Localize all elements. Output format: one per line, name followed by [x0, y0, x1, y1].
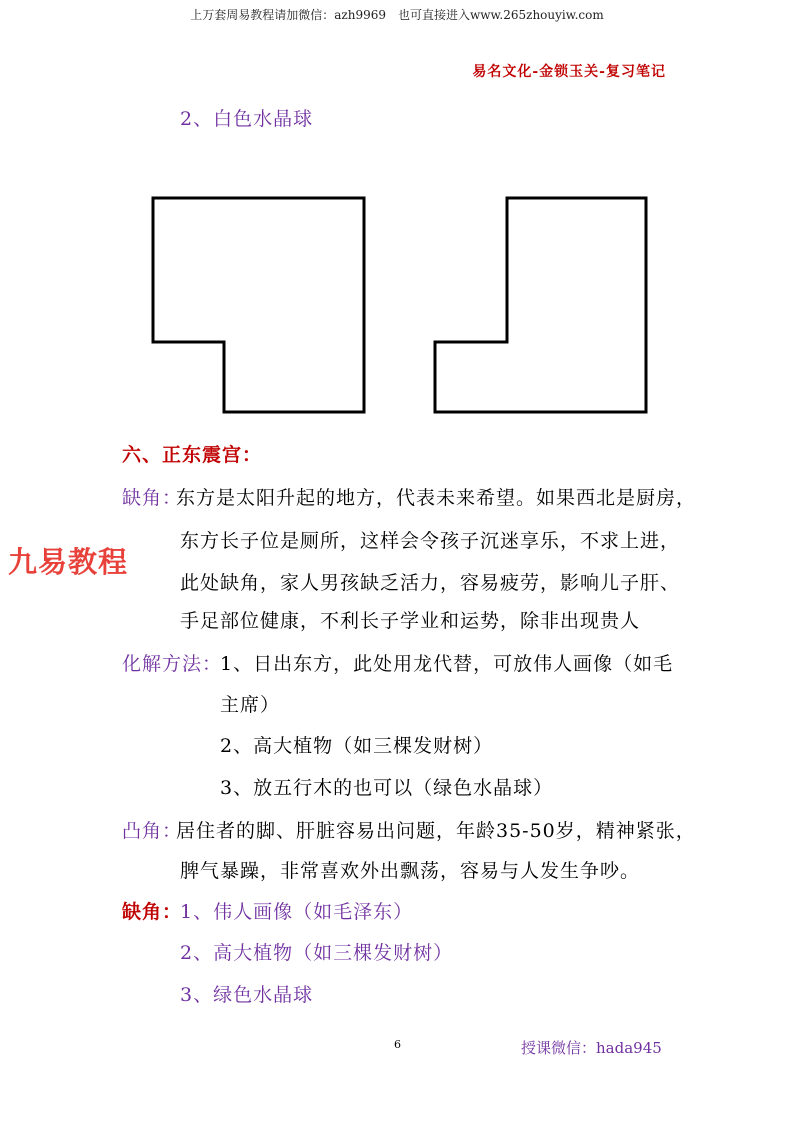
missing-corner-label: 缺角： [122, 487, 183, 509]
missing-corner-line: 此处缺角，家人男孩缺乏活力，容易疲劳，影响儿子肝、 [180, 572, 681, 594]
remedy-line: 2、高大植物（如三棵发财树） [220, 735, 494, 757]
header-note: 易名文化-金锁玉关-复习笔记 [472, 64, 666, 80]
remedy-line: 3、放五行木的也可以（绿色水晶球） [220, 777, 554, 799]
missing-corner-remedy-label: 缺角： [122, 901, 183, 923]
floor-plan-missing-bottom-left [153, 198, 364, 412]
protruding-corner-label: 凸角： [122, 820, 183, 842]
floor-plan-missing-top-left [435, 198, 646, 412]
watermark: 九易教程 [8, 545, 129, 579]
missing-corner-line: 手足部位健康，不利长子学业和运势，除非出现贵人 [180, 610, 641, 632]
missing-corner-line: 东方是太阳升起的地方，代表未来希望。如果西北是厨房， [176, 487, 697, 509]
missing-corner-remedy-item: 2、高大植物（如三棵发财树） [180, 942, 454, 964]
protruding-corner-line: 脾气暴躁，非常喜欢外出飘荡，容易与人发生争吵。 [180, 860, 641, 882]
missing-corner-remedy-item: 1、伟人画像（如毛泽东） [180, 901, 414, 923]
missing-corner-remedy-item: 3、绿色水晶球 [180, 984, 314, 1006]
remedy-line: 1、日出东方，此处用龙代替，可放伟人画像（如毛 [220, 653, 674, 675]
footer-contact: 授课微信：hada945 [521, 1039, 662, 1057]
missing-corner-line: 东方长子位是厕所，这样会令孩子沉迷享乐，不求上进， [180, 530, 681, 552]
previous-item: 2、白色水晶球 [180, 108, 314, 130]
top-banner: 上万套周易教程请加微信：azh9969 也可直接进入www.265zhouyiw.com [190, 8, 604, 22]
page-number: 6 [394, 1038, 401, 1051]
protruding-corner-line: 居住者的脚、肝脏容易出问题，年龄35-50岁，精神紧张， [176, 820, 696, 842]
section-title: 六、正东震宫： [122, 444, 263, 466]
remedy-label: 化解方法： [122, 653, 223, 675]
remedy-line: 主席） [220, 694, 281, 716]
